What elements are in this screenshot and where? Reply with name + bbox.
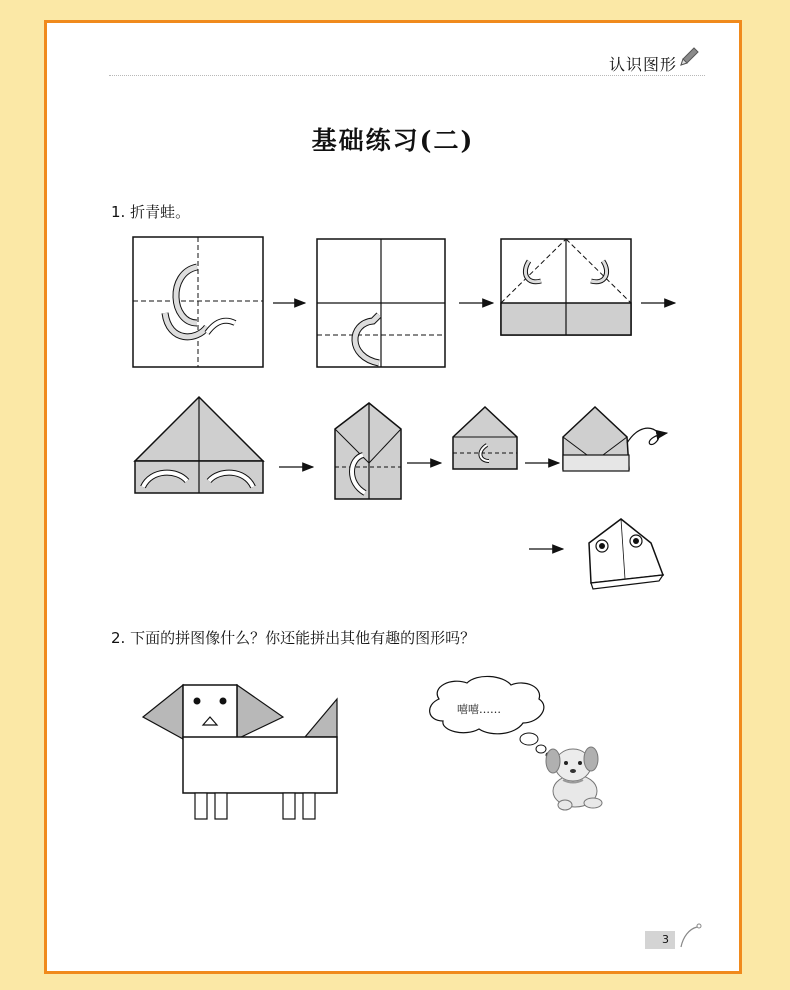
- chapter-title: 认识图形: [608, 55, 677, 74]
- worksheet-page: [44, 20, 742, 974]
- page-title: 基础练习(二): [311, 126, 475, 155]
- page-curl-icon: [679, 923, 703, 949]
- shape-dog: [143, 685, 337, 819]
- question-2: 2. 下面的拼图像什么？你还能拼出其他有趣的图形吗？: [111, 629, 476, 647]
- puppy-illustration: [546, 747, 602, 810]
- page-number: 3: [645, 931, 675, 949]
- thought-bubble: [430, 676, 552, 757]
- question-1: 1. 折青蛙。: [111, 203, 191, 221]
- dog-puzzle-figure: [47, 23, 745, 977]
- thought-text: 嘻嘻……: [457, 703, 501, 716]
